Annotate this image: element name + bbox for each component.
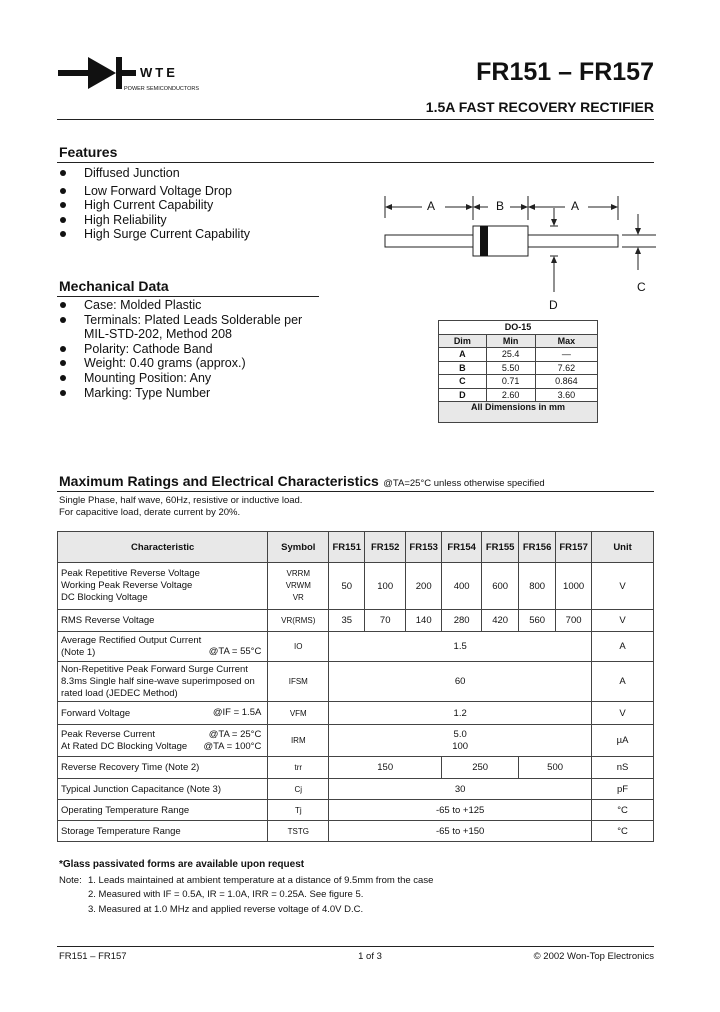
value-cell: 280 [442, 610, 482, 632]
characteristic-line: Average Rectified Output Current [61, 634, 202, 646]
value-cell: 400 [442, 563, 482, 610]
package-diagram [370, 190, 660, 315]
characteristic-line: Non-Repetitive Peak Forward Surge Current [61, 663, 248, 675]
condition-text: @IF = 1.5A [212, 707, 262, 718]
table-row [58, 610, 654, 632]
condition-text: @TA = 25°C [208, 729, 262, 740]
header-fr151: FR151 [329, 532, 365, 563]
footer-rule [57, 946, 654, 947]
characteristic-cell: Typical Junction Capacitance (Note 3) [58, 779, 268, 800]
unit-cell: °C [592, 800, 654, 821]
value-cell: 1.5 [329, 632, 592, 662]
characteristic-cell [58, 662, 268, 702]
dim-cell: 7.62 [535, 361, 597, 375]
characteristic-cell: Operating Temperature Range [58, 800, 268, 821]
header-characteristic: Characteristic [58, 532, 268, 563]
table-row [58, 779, 654, 800]
note-item: 1. Leads maintained at ambient temperature at a distance of 9.5mm from the case [88, 875, 434, 886]
unit-cell: nS [592, 757, 654, 779]
table-row [58, 725, 654, 757]
footer-copyright: © 2002 Won-Top Electronics [533, 951, 654, 962]
mechanical-item: Mounting Position: Any [59, 371, 302, 386]
dim-cell: 2.60 [486, 388, 535, 402]
note-item: 3. Measured at 1.0 MHz and applied reverse voltage of 4.0V D.C. [88, 904, 364, 915]
mechanical-item: Weight: 0.40 grams (approx.) [59, 356, 302, 371]
characteristic-cell [58, 563, 268, 610]
unit-cell: °C [592, 821, 654, 842]
glass-passivated-note: *Glass passivated forms are available upon request [59, 859, 305, 870]
characteristic-line: Peak Repetitive Reverse Voltage [61, 568, 200, 579]
symbol-cell: TSTG [268, 821, 329, 842]
dim-cell: A [439, 348, 487, 362]
value-cell: 700 [556, 610, 592, 632]
value-cell: 100 [365, 563, 406, 610]
dimension-label-a-left: A [427, 199, 436, 213]
dim-cell: — [535, 348, 597, 362]
unit-cell: µA [592, 725, 654, 757]
footer-part-range: FR151 – FR157 [59, 951, 127, 962]
symbol-cell: IFSM [268, 662, 329, 702]
dimensions-table-title: DO-15 [439, 321, 598, 335]
header-fr153: FR153 [406, 532, 442, 563]
unit-cell: A [592, 662, 654, 702]
footer-page-number: 1 of 3 [358, 951, 382, 962]
value-cell: 60 [329, 662, 592, 702]
symbol-cell: IO [268, 632, 329, 662]
features-heading: Features [59, 144, 118, 160]
page-title: FR151 – FR157 [476, 58, 654, 86]
value-cell: 600 [482, 563, 519, 610]
table-row [58, 702, 654, 725]
ratings-table [57, 531, 654, 842]
logo-tagline: POWER SEMICONDUCTORS [124, 86, 200, 92]
characteristic-cell: RMS Reverse Voltage [58, 610, 268, 632]
ratings-heading-line [59, 473, 545, 491]
header-fr152: FR152 [365, 532, 406, 563]
characteristic-cell [58, 632, 268, 662]
value-cell: 200 [406, 563, 442, 610]
symbol-cell: VR(RMS) [268, 610, 329, 632]
symbol-cell: Cj [268, 779, 329, 800]
symbol-cell: IRM [268, 725, 329, 757]
header-fr157: FR157 [556, 532, 592, 563]
dim-cell: B [439, 361, 487, 375]
value-cell: 35 [329, 610, 365, 632]
table-row [58, 757, 654, 779]
value-cell: 30 [329, 779, 592, 800]
value-cell: 50 [329, 563, 365, 610]
characteristic-cell [58, 725, 268, 757]
dim-cell: 5.50 [486, 361, 535, 375]
unit-cell: pF [592, 779, 654, 800]
header-fr155: FR155 [482, 532, 519, 563]
dimensions-row [439, 361, 598, 375]
table-row [58, 662, 654, 702]
condition-text: @TA = 100°C [203, 741, 262, 752]
value-cell: 70 [365, 610, 406, 632]
note-label: Note: [59, 875, 82, 886]
value-cell: -65 to +150 [329, 821, 592, 842]
ratings-note-2: For capacitive load, derate current by 20%. [59, 507, 241, 518]
value-cell: 250 [442, 757, 519, 779]
condition-text: @TA = 55°C [208, 646, 262, 657]
unit-cell: V [592, 563, 654, 610]
value-cell: 1000 [556, 563, 592, 610]
wte-logo [58, 55, 208, 97]
value-cell: 140 [406, 610, 442, 632]
feature-item: High Surge Current Capability [59, 227, 250, 242]
value-line: 5.0 [453, 728, 467, 740]
dimensions-row [439, 388, 598, 402]
ratings-condition: @TA=25°C unless otherwise specified [383, 478, 545, 489]
dimension-label-b: B [496, 199, 505, 213]
value-cell: 560 [519, 610, 556, 632]
value-cell: 150 [329, 757, 442, 779]
mechanical-item: Case: Molded Plastic [59, 298, 302, 313]
feature-item: High Reliability [59, 213, 250, 228]
value-cell: -65 to +125 [329, 800, 592, 821]
feature-item: High Current Capability [59, 198, 250, 213]
dim-cell: 0.71 [486, 375, 535, 389]
dimensions-header: Min [486, 334, 535, 348]
mechanical-heading: Mechanical Data [59, 278, 169, 294]
mechanical-item: Marking: Type Number [59, 386, 302, 401]
characteristic-cell: Reverse Recovery Time (Note 2) [58, 757, 268, 779]
dimension-label-a-right: A [571, 199, 580, 213]
symbol-cell: Tj [268, 800, 329, 821]
symbol-line: VR [292, 593, 304, 602]
characteristic-line: Working Peak Reverse Voltage [61, 580, 193, 591]
header-rule [57, 119, 654, 120]
mechanical-item: Terminals: Plated Leads Solderable per [59, 313, 302, 328]
value-cell: 500 [519, 757, 592, 779]
dim-cell: 0.864 [535, 375, 597, 389]
characteristic-line: Forward Voltage [61, 707, 131, 719]
characteristic-line: (Note 1) [61, 646, 96, 658]
dimension-label-c: C [637, 280, 646, 294]
characteristic-line: 8.3ms Single half sine-wave superimposed on [61, 675, 255, 687]
dimensions-header: Max [535, 334, 597, 348]
header-fr154: FR154 [442, 532, 482, 563]
dimensions-footer: All Dimensions in mm [439, 402, 598, 423]
value-cell: 1.2 [329, 702, 592, 725]
ratings-header-row [58, 532, 654, 563]
feature-item: Diffused Junction [59, 166, 250, 181]
value-cell: 800 [519, 563, 556, 610]
dimensions-table [438, 320, 598, 423]
logo-text: WTE [140, 65, 178, 80]
characteristic-line: DC Blocking Voltage [61, 592, 148, 603]
ratings-heading: Maximum Ratings and Electrical Characteristics [59, 473, 379, 489]
dimension-label-d: D [549, 298, 558, 312]
header-unit: Unit [592, 532, 654, 563]
dim-cell: C [439, 375, 487, 389]
characteristic-cell: Storage Temperature Range [58, 821, 268, 842]
mechanical-item: Polarity: Cathode Band [59, 342, 302, 357]
characteristic-line: Peak Reverse Current [61, 728, 155, 740]
symbol-cell: VFM [268, 702, 329, 725]
dimensions-row [439, 375, 598, 389]
table-row [58, 800, 654, 821]
dim-cell: 25.4 [486, 348, 535, 362]
value-line: 100 [452, 740, 469, 752]
table-row [58, 821, 654, 842]
note-item: 2. Measured with IF = 0.5A, IR = 1.0A, IRR = 0.25A. See figure 5. [88, 889, 364, 900]
characteristic-line: At Rated DC Blocking Voltage [61, 740, 188, 752]
mechanical-rule [57, 296, 319, 297]
features-list [59, 166, 250, 242]
unit-cell: V [592, 610, 654, 632]
table-row [58, 563, 654, 610]
unit-cell: V [592, 702, 654, 725]
page-subtitle: 1.5A FAST RECOVERY RECTIFIER [425, 99, 654, 115]
dim-cell: D [439, 388, 487, 402]
value-cell [329, 725, 592, 757]
ratings-rule [57, 491, 654, 492]
symbol-cell [268, 563, 329, 610]
table-row [58, 632, 654, 662]
characteristic-cell [58, 702, 268, 725]
header-symbol: Symbol [268, 532, 329, 563]
mechanical-list [59, 298, 302, 400]
ratings-note-1: Single Phase, half wave, 60Hz, resistive or inductive load. [59, 495, 303, 506]
dim-cell: 3.60 [535, 388, 597, 402]
dimensions-header: Dim [439, 334, 487, 348]
symbol-cell: trr [268, 757, 329, 779]
unit-cell: A [592, 632, 654, 662]
value-cell: 420 [482, 610, 519, 632]
symbol-line: VRWM [285, 581, 311, 590]
mechanical-item: MIL-STD-202, Method 208 [84, 327, 232, 342]
feature-item: Low Forward Voltage Drop [59, 184, 250, 199]
dimensions-row [439, 348, 598, 362]
symbol-line: VRRM [286, 569, 311, 578]
header-fr156: FR156 [519, 532, 556, 563]
characteristic-line: rated load (JEDEC Method) [61, 687, 178, 699]
features-rule [57, 162, 654, 163]
